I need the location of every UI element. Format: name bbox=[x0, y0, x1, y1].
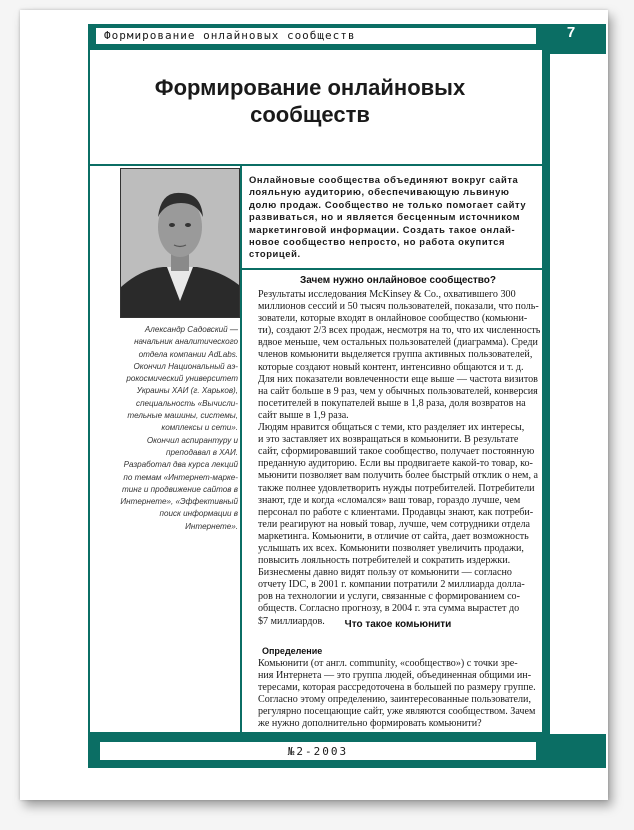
section-body-what bbox=[258, 658, 554, 731]
lead-line: новое сообщество непросто, но работа окупится bbox=[249, 236, 506, 248]
body-line: услышать их всех. Комьюнити позволяет увеличить продажи, bbox=[258, 542, 524, 554]
body-line: которые создают новый контент, интенсивно общаются и т. д. bbox=[258, 361, 524, 373]
body-line: знают, где и когда «сломался» ваш товар, гораздо лучше, чем bbox=[258, 494, 521, 506]
body-line: вдвое меньше, чем остальных пользователей (диаграмма). Среди bbox=[258, 337, 538, 349]
body-line: Результаты исследования McKinsey & Co., охватившего 300 bbox=[258, 289, 516, 300]
caption-line: поиск информации в bbox=[159, 509, 238, 519]
body-line: ния Интернета — это группа людей, объединенная общими ин- bbox=[258, 670, 532, 682]
article-title-line-1: Формирование онлайновых bbox=[154, 75, 466, 100]
body-line: посетителей в покупателей выше в 1,8 раза, доля возвратов на bbox=[258, 397, 526, 409]
caption-line: рокосмический университет bbox=[126, 374, 238, 384]
lead-line: Онлайновые сообщества объединяют вокруг сайта bbox=[249, 174, 519, 185]
lead-line: лояльную аудиторию, обеспечивающую львиную bbox=[249, 186, 510, 198]
caption-line: специальность «Вычисли- bbox=[136, 398, 238, 408]
body-line: обществ. Согласно прогнозу, в 2004 г. эта сумма вырастет до bbox=[258, 603, 520, 615]
section-body-why bbox=[258, 289, 554, 628]
lead-line: сторицей. bbox=[249, 248, 301, 260]
body-line: мьюнити позволяет вам получить более быстрый отклик о нем, а bbox=[258, 470, 538, 482]
running-header bbox=[94, 26, 538, 46]
caption-line: Интернете», «Эффективный bbox=[120, 497, 238, 507]
lead-line: долю продаж. Сообщество не только помогает сайту bbox=[249, 198, 527, 210]
divider-under-title bbox=[88, 164, 544, 166]
caption-line: Окончил Национальный аэ- bbox=[133, 361, 238, 371]
divider-under-lead bbox=[240, 268, 544, 270]
body-line: сайт, сформировавший такое сообщество, получает постоянную bbox=[258, 446, 535, 458]
body-line: миллионов сессий и 50 тысяч пользователей, показали, что поль- bbox=[258, 301, 539, 313]
body-line: маркетинга. Комьюнити, в отличие от сайта, дает возможность bbox=[258, 530, 529, 542]
body-line: Для них показатели вовлеченности еще выше — частота визитов bbox=[258, 373, 538, 385]
body-line: повысить лояльность потребителей и сократить издержки. bbox=[258, 555, 511, 567]
body-line: $7 миллиардов. bbox=[258, 615, 325, 627]
caption-line: Украины ХАИ (г. Харьков), bbox=[136, 386, 238, 396]
body-line: также полнее удовлетворить нужды потребителей. Потребители bbox=[258, 482, 535, 494]
body-line: на сайт больше в 9 раз, чем у обычных пользователей, конверсия bbox=[258, 385, 538, 397]
article-title bbox=[100, 74, 520, 128]
caption-line: преподавал в ХАИ. bbox=[166, 447, 238, 457]
body-line: регулярно посещающие сайт, уже являются сообществом. Зачем bbox=[258, 706, 536, 718]
caption-line: Александр Садовский — bbox=[144, 325, 238, 334]
caption-line: по темам «Интернет-марке- bbox=[123, 472, 238, 482]
body-line: тересами, которая рассредоточена в большей по размеру группе. bbox=[258, 682, 536, 694]
author-portrait-icon bbox=[121, 169, 239, 317]
running-header-title: Формирование онлайновых сообществ bbox=[104, 29, 356, 42]
frame-left-line bbox=[88, 24, 90, 768]
body-line: персонал по работе с клиентами. Продавцы знают, как потреби- bbox=[258, 506, 534, 518]
body-line: и это заставляет их возвращаться в комьюнити. В результате bbox=[258, 434, 519, 446]
magazine-page bbox=[20, 10, 608, 800]
author-caption bbox=[108, 324, 238, 533]
body-line: Комьюнити (от англ. community, «сообщество») с точки зре- bbox=[258, 658, 518, 669]
caption-line: начальник аналитического bbox=[134, 337, 238, 347]
caption-line: Интернете». bbox=[185, 521, 238, 531]
caption-line: Окончил аспирантуру и bbox=[146, 435, 238, 445]
subheading-definition: Определение bbox=[262, 646, 323, 656]
lead-line: маркетинговой информации. Создать такое онлай- bbox=[249, 223, 516, 235]
body-line: ров на технологии и услуги, связанные с формированием со- bbox=[258, 591, 520, 603]
caption-line: отдела компании AdLabs. bbox=[138, 349, 238, 359]
caption-line: Разработал два курса лекций bbox=[123, 460, 238, 470]
section-heading-why: Зачем нужно онлайновое сообщество? bbox=[299, 275, 497, 286]
issue-footer bbox=[98, 740, 538, 762]
lead-paragraph bbox=[249, 174, 549, 261]
body-line: Согласно этому определению, заинтересованные пользователи, bbox=[258, 694, 531, 706]
author-photo bbox=[120, 168, 240, 318]
section-heading-what: Что такое комьюнити bbox=[344, 619, 452, 630]
caption-line: тельные машины, системы, bbox=[127, 411, 238, 421]
body-line: же нужно дополнительно формировать комьюнити? bbox=[258, 718, 482, 730]
page-number: 7 bbox=[566, 24, 576, 41]
body-line: Бизнесмены давно видят пользу от комьюнити — согласно bbox=[258, 567, 512, 579]
issue-number: №2-2003 bbox=[287, 745, 349, 758]
body-line: ти), создают 2/3 всех продаж, несмотря на то, что их численность bbox=[258, 325, 541, 337]
column-divider bbox=[240, 164, 242, 736]
body-line: отчету IDC, в 2001 г. компании потратили 2 миллиарда долла- bbox=[258, 579, 525, 591]
body-line: Людям нравится общаться с теми, кто разделяет их интересы, bbox=[258, 422, 525, 434]
caption-line: комплексы и сети». bbox=[161, 423, 238, 433]
body-line: зователи, которые входят в онлайновое сообщество (комьюни- bbox=[258, 313, 528, 325]
caption-line: тинг и продвижение сайтов в bbox=[121, 484, 238, 494]
body-line: преданную аудиторию. Если вы продвигаете какой-то товар, ко- bbox=[258, 458, 533, 470]
article-title-line-2: сообществ bbox=[250, 102, 370, 127]
body-line: тели реагируют на новый товар, лучше, чем сотрудники отдела bbox=[258, 518, 530, 530]
body-line: сайт выше в 1,9 раза. bbox=[258, 409, 349, 421]
lead-line: развиваться, но и является бесценным источником bbox=[249, 211, 521, 223]
divider-above-footer bbox=[88, 732, 544, 734]
body-line: членов комьюнити выделяется группа активных пользователей, bbox=[258, 349, 533, 361]
